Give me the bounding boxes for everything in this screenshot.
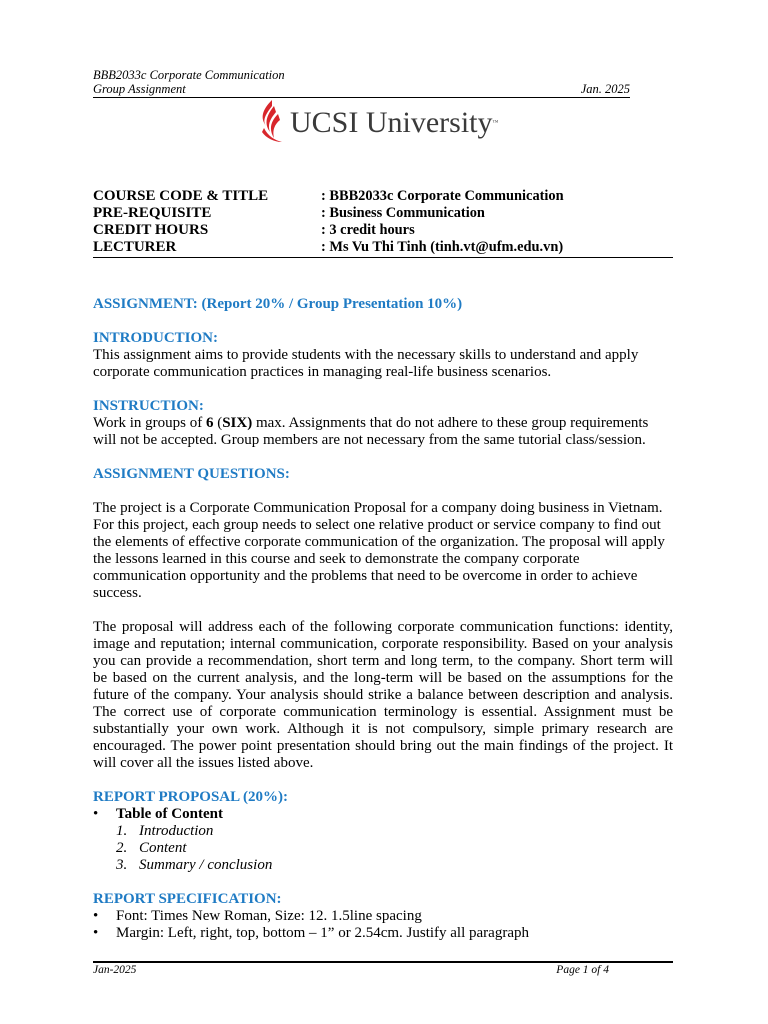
footer-date: Jan-2025 — [93, 964, 137, 976]
assignment-body — [93, 296, 673, 942]
info-row-lecturer — [93, 239, 673, 256]
list-item: 3. Summary / conclusion — [116, 857, 273, 873]
bullet-icon: • — [93, 925, 99, 941]
report-spec-list — [93, 908, 673, 942]
header-row — [93, 82, 630, 98]
table-of-content-list — [93, 823, 673, 874]
info-key: LECTURER — [93, 239, 177, 255]
list-item: 2. Content — [116, 840, 187, 856]
page-number: Page 1 of 4 — [556, 964, 609, 976]
info-row-prerequisite — [93, 205, 673, 222]
assignment-title: ASSIGNMENT: (Report 20% / Group Presentation 10%) — [93, 296, 463, 312]
questions-paragraph-2: The proposal will address each of the following corporate communication functions: identity, image and reputation; internal communication, corporate responsibility. Based on your analysis you can provide a recommendation, short term and long term, to the company. Short term will be based on the current analysis, and the long-term will be based on the assumptions for the future of the company. Your analysis should strike a balance between description and analysis. The correct use of corporate communication terminology is essential. Assignment must be substantially your own work. Although it is not compulsory, simple primary research are encouraged. The power point presentation should bring out the main findings of the project. It will cover all the issues listed above. — [93, 619, 673, 771]
logo-wordmark: UCSI University — [290, 106, 493, 139]
flame-icon — [258, 100, 286, 146]
info-key: PRE-REQUISITE — [93, 205, 212, 221]
list-item: 1. Introduction — [116, 823, 214, 839]
bullet-icon: • — [93, 806, 99, 822]
report-proposal-heading: REPORT PROPOSAL (20%): — [93, 789, 289, 805]
instruction-heading: INSTRUCTION: — [93, 398, 204, 414]
list-item: • Font: Times New Roman, Size: 12. 1.5line spacing — [93, 908, 422, 924]
list-item: • Margin: Left, right, top, bottom – 1” or 2.54cm. Justify all paragraph — [93, 925, 529, 941]
info-row-credit-hours — [93, 222, 673, 239]
list-item: • Table of Content — [93, 806, 223, 822]
report-spec-heading: REPORT SPECIFICATION: — [93, 891, 282, 907]
info-value: : 3 credit hours — [321, 222, 415, 238]
course-info-table — [93, 188, 673, 258]
instruction-text: Work in groups of 6 (SIX) max. Assignments that do not adhere to these group requirements will not be accepted. Group members are not necessary from the same tutorial class/session. — [93, 415, 649, 448]
report-proposal-list — [93, 806, 673, 823]
logo-trademark: ™ — [492, 120, 499, 126]
info-value: : Ms Vu Thi Tinh (tinh.vt@ufm.edu.vn) — [321, 239, 564, 255]
questions-heading: ASSIGNMENT QUESTIONS: — [93, 466, 290, 482]
header-date: Jan. 2025 — [580, 82, 630, 96]
header-course: BBB2033c Corporate Communication — [93, 68, 285, 82]
university-logo — [258, 100, 498, 146]
info-value: : Business Communication — [321, 205, 485, 221]
page-footer — [93, 961, 673, 976]
info-row-course-code — [93, 188, 673, 205]
introduction-text: This assignment aims to provide students with the necessary skills to understand and apply corporate communication practices in managing real-life business scenarios. — [93, 347, 639, 380]
info-key: COURSE CODE & TITLE — [93, 188, 269, 204]
questions-paragraph-1: The project is a Corporate Communication Proposal for a company doing business in Vietnam. For this project, each group needs to select one relative product or service company to find out the elements of effective corporate communication of the organization. The proposal will apply the lessons learned in this course and seek to demonstrate the company corporate communication opportunity and the problems that need to be overcome in order to achieve success. — [93, 500, 665, 601]
info-key: CREDIT HOURS — [93, 222, 209, 238]
header-assignment-type: Group Assignment — [93, 82, 186, 96]
introduction-heading: INTRODUCTION: — [93, 330, 219, 346]
bullet-icon: • — [93, 908, 99, 924]
info-value: : BBB2033c Corporate Communication — [321, 188, 564, 204]
